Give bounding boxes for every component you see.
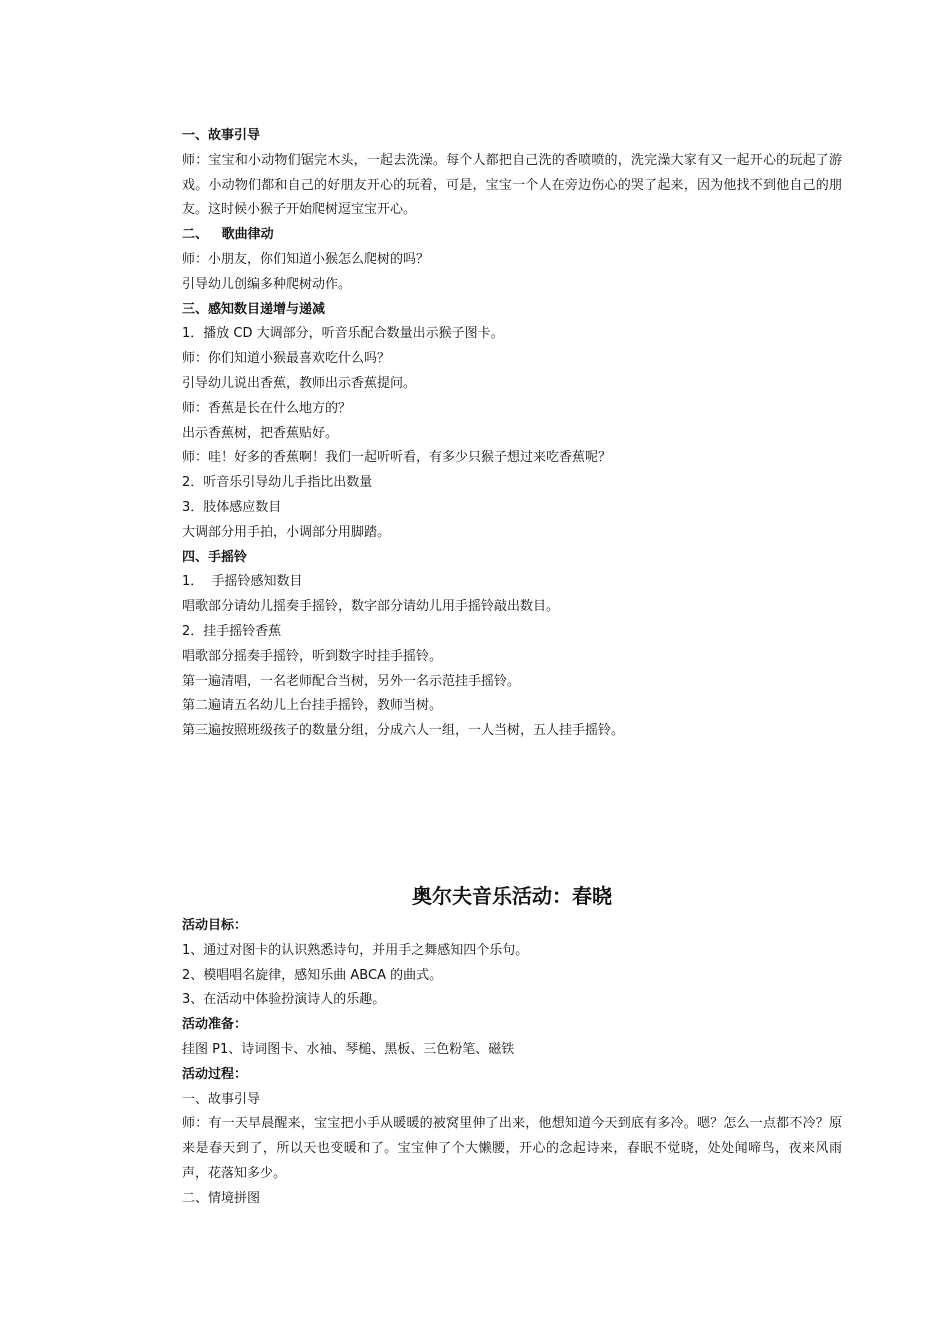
goals-heading: 活动目标： bbox=[182, 917, 248, 933]
goal-item: 1、通过对图卡的认识熟悉诗句，并用手之舞感知四个乐句。 bbox=[182, 942, 529, 958]
section-heading-bells: 四、手摇铃 bbox=[182, 549, 248, 565]
text-line: 师：哇！好多的香蕉啊！我们一起听听看，有多少只猴子想过来吃香蕉呢？ bbox=[182, 450, 612, 466]
text-line: 3．肢体感应数目 bbox=[182, 499, 282, 515]
goal-item: 2、模唱唱名旋律，感知乐曲 ABCA 的曲式。 bbox=[182, 967, 443, 983]
preparation-text: 挂图 P1、诗词图卡、水袖、琴槌、黑板、三色粉笔、磁铁 bbox=[182, 1041, 515, 1057]
activity-title: 奥尔夫音乐活动：春晓 bbox=[412, 883, 612, 908]
document-page bbox=[182, 124, 842, 1211]
text-line: 第三遍按照班级孩子的数量分组，分成六人一组，一人当树，五人挂手摇铃。 bbox=[182, 723, 625, 739]
process-step-heading: 二、情境拼图 bbox=[182, 1190, 261, 1206]
text-line: 唱歌部分请幼儿摇奏手摇铃，数字部分请幼儿用手摇铃敲出数目。 bbox=[182, 599, 560, 615]
preparation-heading: 活动准备： bbox=[182, 1017, 248, 1033]
section-heading-song: 二、 歌曲律动 bbox=[182, 227, 274, 243]
process-story-paragraph: 师：有一天早晨醒来，宝宝把小手从暖暖的被窝里伸了出来，他想知道今天到底有多冷。嗯？怎么一点都不冷？原来是春天到了，所以天也变暖和了。宝宝伸了个大懒腰，开心的念起诗来，春眠不觉晓，处处闻啼鸟，夜来风雨声，花落知多少。 bbox=[182, 1116, 842, 1181]
process-heading: 活动过程： bbox=[182, 1066, 248, 1082]
text-line: 引导幼儿创编多种爬树动作。 bbox=[182, 276, 352, 292]
page-gap bbox=[182, 744, 842, 878]
text-line: 第一遍清唱，一名老师配合当树，另外一名示范挂手摇铃。 bbox=[182, 673, 521, 689]
text-line: 1．播放 CD 大调部分，听音乐配合数量出示猴子图卡。 bbox=[182, 326, 504, 342]
text-line: 出示香蕉树，把香蕉贴好。 bbox=[182, 425, 339, 441]
text-line: 师：香蕉是长在什么地方的？ bbox=[182, 400, 352, 416]
process-step-heading: 一、故事引导 bbox=[182, 1091, 261, 1107]
text-line: 引导幼儿说出香蕉，教师出示香蕉提问。 bbox=[182, 375, 417, 391]
text-line: 师：你们知道小猴最喜欢吃什么吗？ bbox=[182, 351, 391, 367]
goal-item: 3、在活动中体验扮演诗人的乐趣。 bbox=[182, 992, 386, 1008]
text-line: 唱歌部分摇奏手摇铃，听到数字时挂手摇铃。 bbox=[182, 648, 443, 664]
section-heading-story: 一、故事引导 bbox=[182, 128, 261, 143]
section-heading-numbers: 三、感知数目递增与递减 bbox=[182, 301, 326, 317]
story-paragraph: 师：宝宝和小动物们锯完木头，一起去洗澡。每个人都把自己洗的香喷喷的，洗完澡大家有又一起开心的玩起了游戏。小动物们都和自己的好朋友开心的玩着，可是，宝宝一个人在旁边伤心的哭了起来，因为他找不到他自己的朋友。这时候小猴子开始爬树逗宝宝开心。 bbox=[182, 152, 842, 218]
text-line: 2．听音乐引导幼儿手指比出数量 bbox=[182, 475, 373, 491]
text-line: 第二遍请五名幼儿上台挂手摇铃，教师当树。 bbox=[182, 698, 443, 714]
text-line: 1． 手摇铃感知数目 bbox=[182, 574, 303, 590]
text-line: 大调部分用手拍，小调部分用脚踏。 bbox=[182, 524, 391, 540]
text-line: 师：小朋友，你们知道小猴怎么爬树的吗？ bbox=[182, 251, 430, 267]
text-line: 2．挂手摇铃香蕉 bbox=[182, 623, 282, 639]
